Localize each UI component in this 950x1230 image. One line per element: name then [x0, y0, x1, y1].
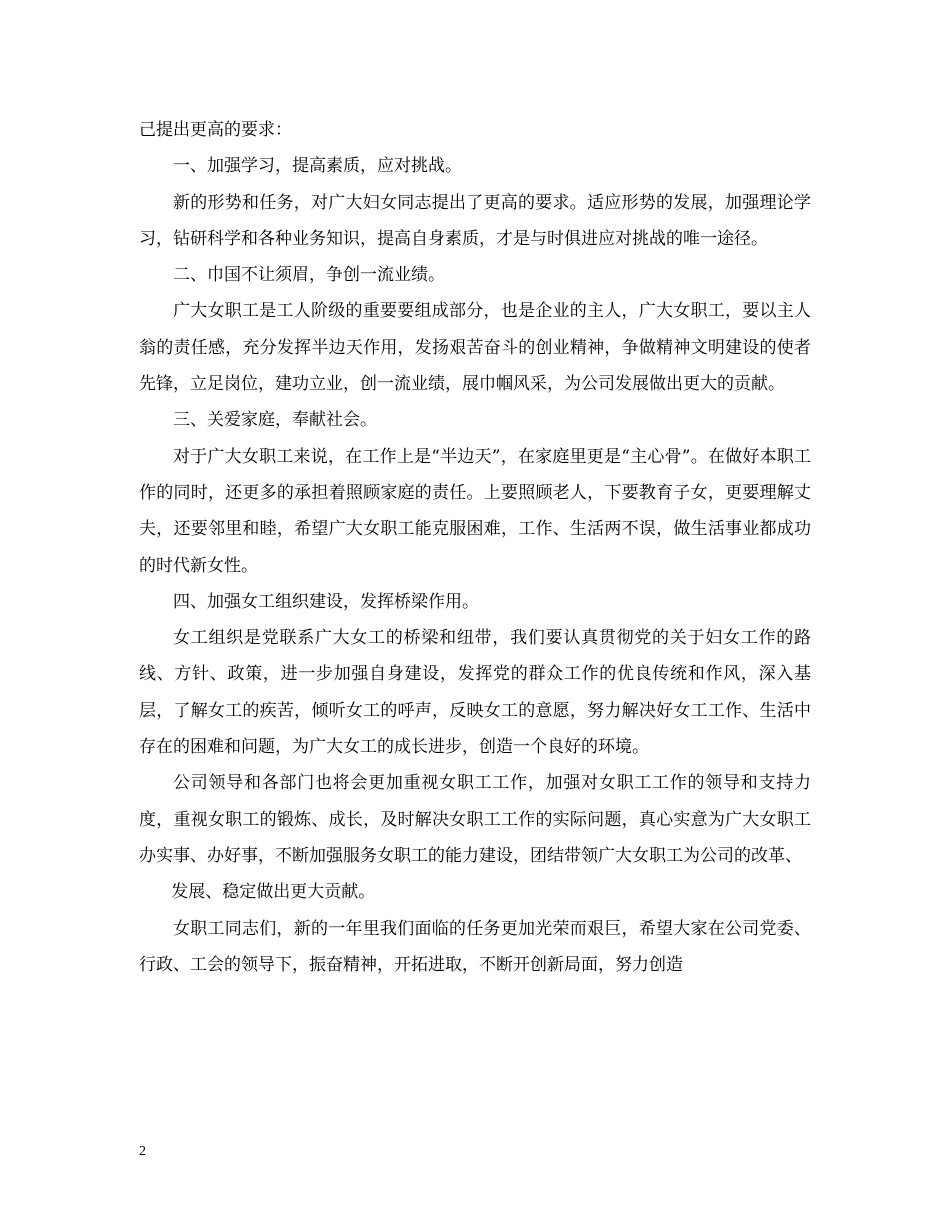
paragraph-section-four: 女工组织是党联系广大女工的桥梁和纽带，我们要认真贯彻党的关于妇女工作的路线、方针、政策，进一步加强自身建设，发挥党的群众工作的优良传统和作风，深入基层，了解女工的疾苦，倾听女工的呼声，反映女工的意愿，努力解决好女工工作、生活中存在的困难和问题，为广大女工的成长进步，创造一个良好的环境。 — [139, 628, 811, 758]
document-body — [139, 112, 811, 983]
heading-section-two: 二、巾国不让须眉，争创一流业绩。 — [173, 265, 445, 286]
page-number: 2 — [139, 1144, 146, 1159]
paragraph-section-two: 广大女职工是工人阶级的重要要组成部分，也是企业的主人，广大女职工，要以主人翁的责任感，充分发挥半边天作用，发扬艰苦奋斗的创业精神，争做精神文明建设的使者先锋，立足岗位，建功立业，创一流业绩，展巾帼风采，为公司发展做出更大的贡献。 — [139, 301, 811, 395]
heading-section-one: 一、加强学习，提高素质，应对挑战。 — [173, 156, 462, 177]
paragraph-continuation: 发展、稳定做出更大贡献。 — [171, 882, 376, 903]
heading-section-four: 四、加强女工组织建设，发挥桥梁作用。 — [173, 591, 479, 612]
paragraph-section-three: 对于广大女职工来说，在工作上是“半边天”，在家庭里更是“主心骨”。在做好本职工作的同时，还更多的承担着照顾家庭的责任。上要照顾老人，下要教育子女，更要理解丈夫，还要邻里和睦，希望广大女职工能克服困难，工作、生活两不误，做生活事业都成功的时代新女性。 — [139, 446, 811, 576]
paragraph-section-one: 新的形势和任务，对广大妇女同志提出了更高的要求。适应形势的发展，加强理论学习，钻研科学和各种业务知识，提高自身素质，才是与时俱进应对挑战的唯一途径。 — [139, 192, 811, 249]
heading-section-three: 三、关爱家庭，奉献社会。 — [173, 410, 377, 431]
paragraph-closing: 女职工同志们，新的一年里我们面临的任务更加光荣而艰巨，希望大家在公司党委、行政、工会的领导下，振奋精神，开拓进取，不断开创新局面，努力创造 — [139, 918, 811, 975]
paragraph-company-support: 公司领导和各部门也将会更加重视女职工工作，加强对女职工工作的领导和支持力度，重视女职工的锻炼、成长，及时解决女职工工作的实际问题，真心实意为广大女职工办实事、办好事，不断加强服务女职工的能力建设，团结带领广大女职工为公司的改革、 — [139, 773, 811, 866]
paragraph-intro-fragment: 己提出更高的要求： — [139, 120, 292, 140]
